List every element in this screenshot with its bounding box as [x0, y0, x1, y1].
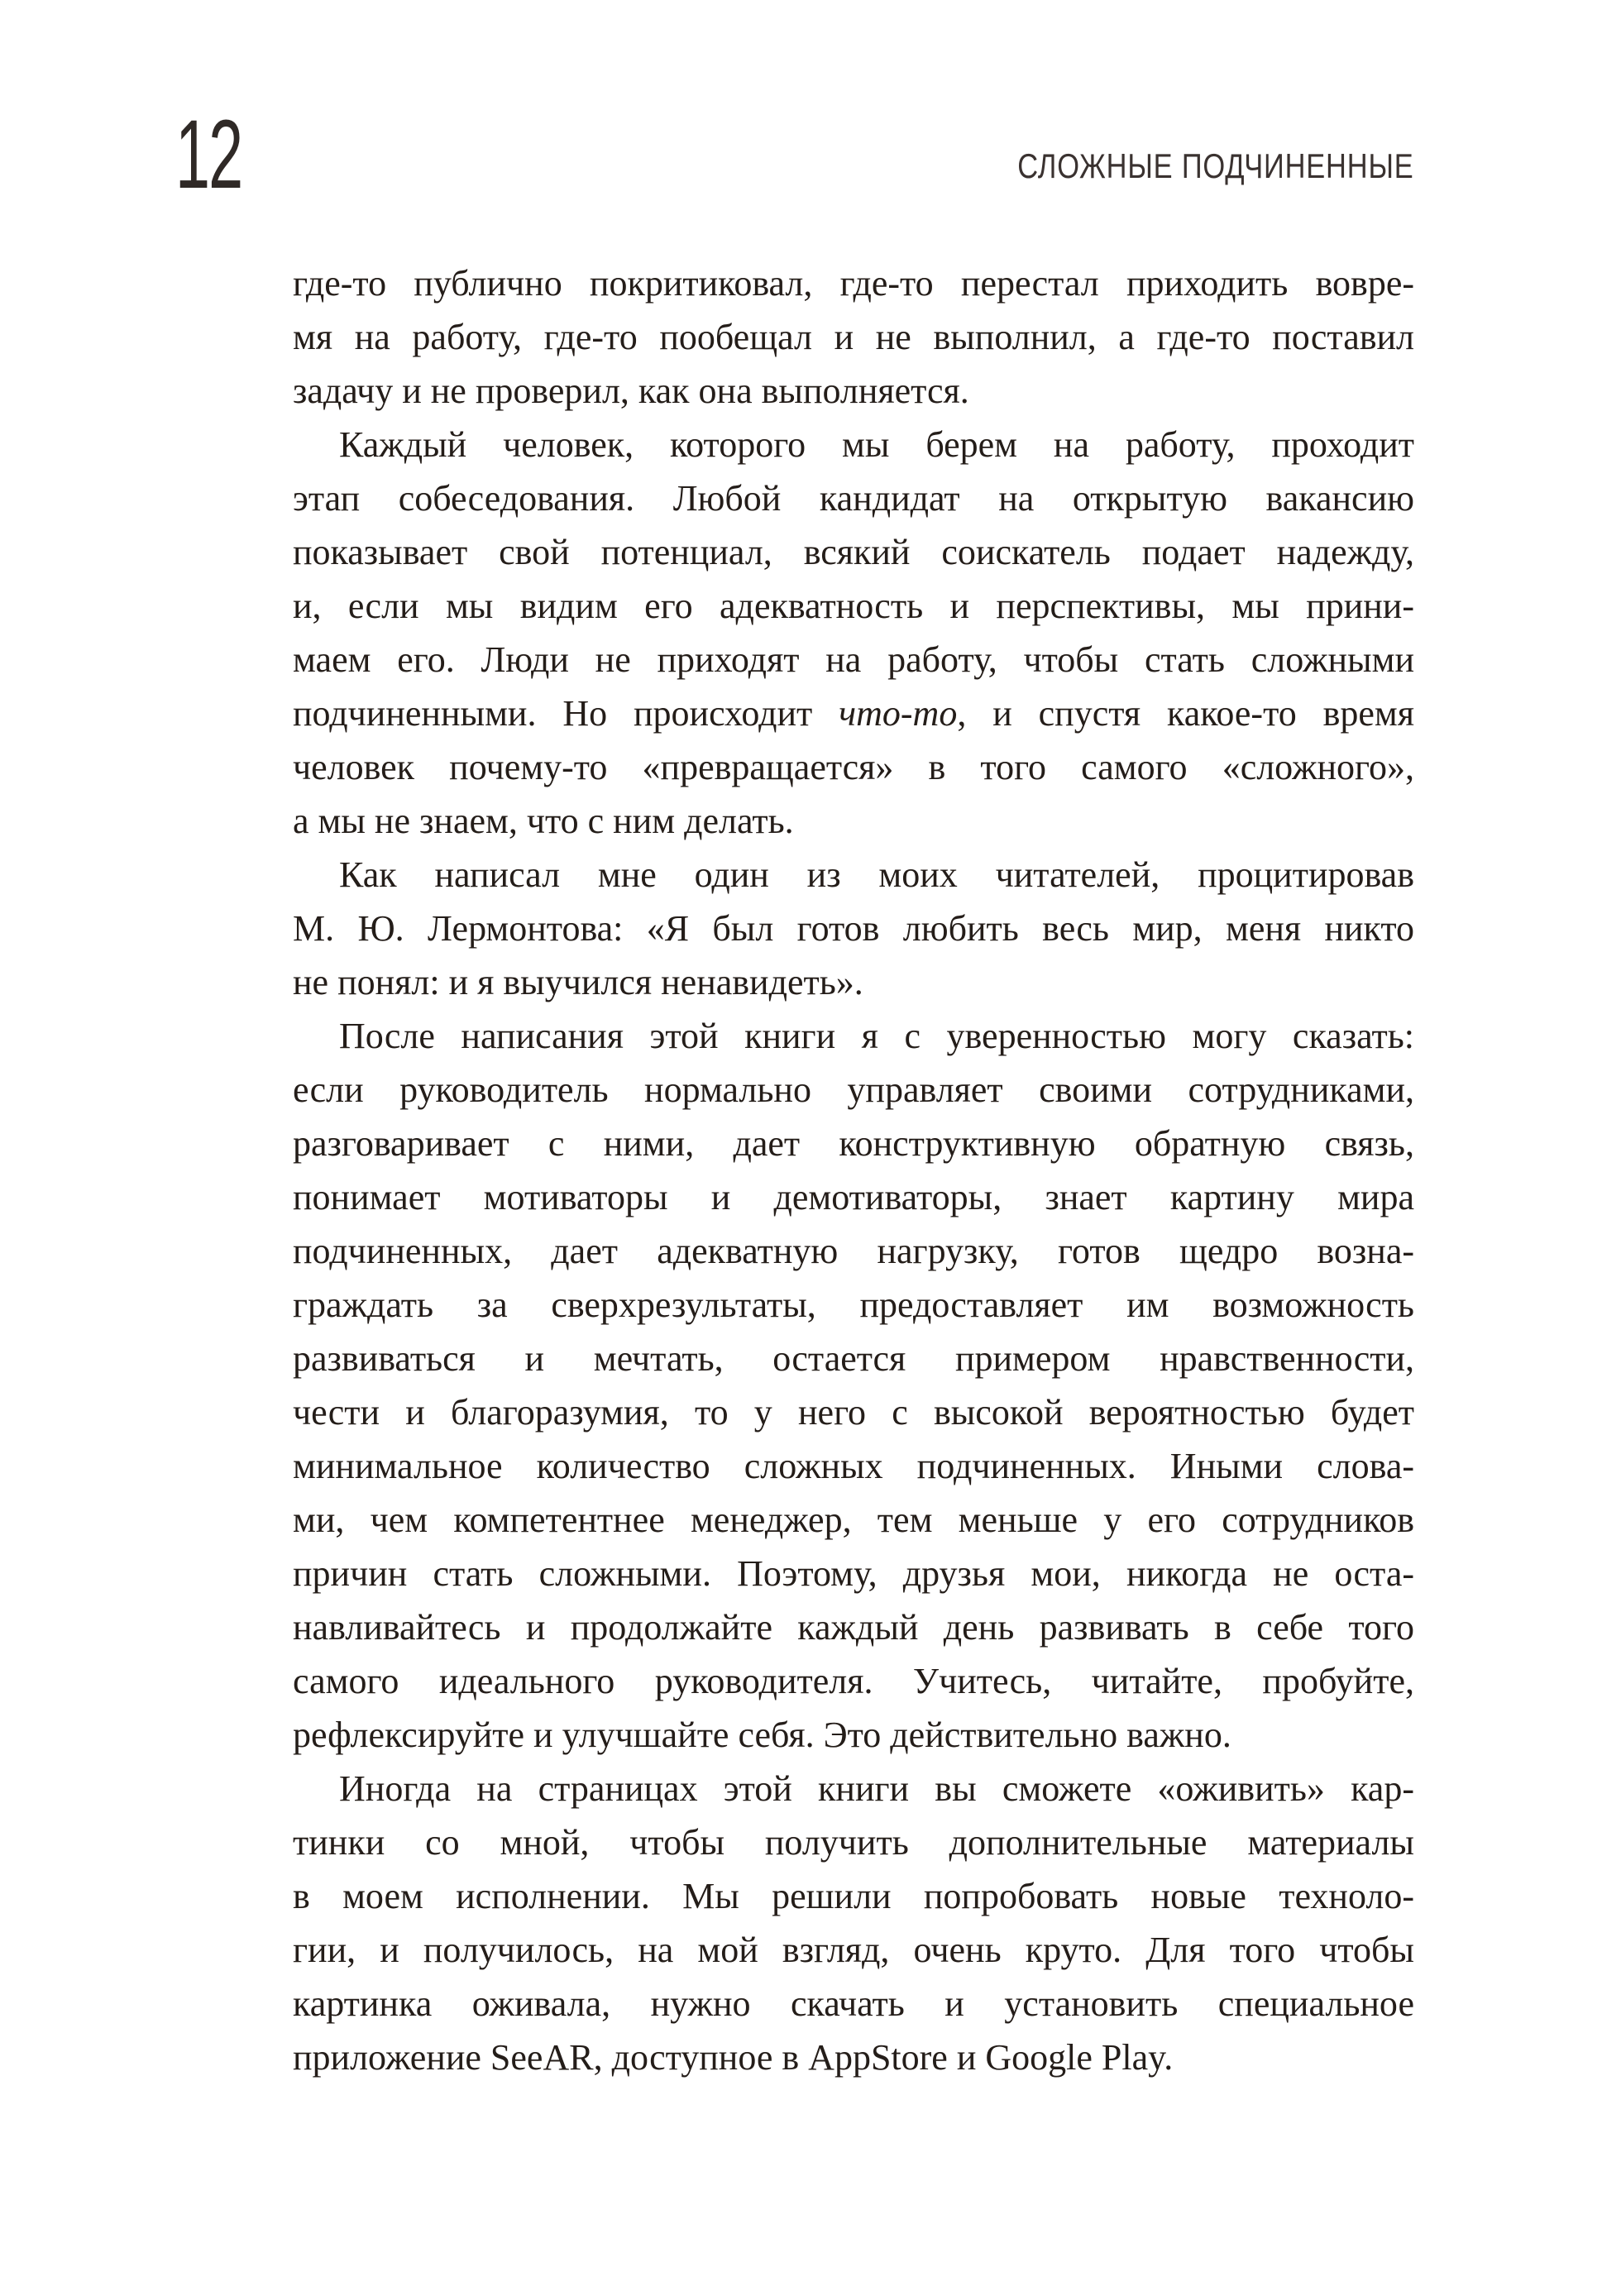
text-line [293, 1923, 1414, 1977]
text-run: развиваться и мечтать, остается примером нравственности, [293, 1338, 1414, 1379]
text-line [293, 579, 1414, 633]
text-line [293, 1009, 1414, 1063]
text-run: самого идеального руководителя. Учитесь, читайте, пробуйте, [293, 1661, 1414, 1701]
text-line [293, 1600, 1414, 1654]
text-line [293, 1493, 1414, 1547]
text-line [293, 2031, 1414, 2084]
page-number: 12 [175, 100, 242, 209]
text-run: подчиненными. Но происходит [293, 693, 839, 734]
text-run: подчиненных, дает адекватную нагрузку, готов щедро возна- [293, 1231, 1414, 1271]
text-line [293, 633, 1414, 686]
text-line [293, 1977, 1414, 2031]
text-run: приложение SeeAR, доступное в AppStore и Google Play. [293, 2037, 1174, 2078]
text-run: где-то публично покритиковал, где-то перестал приходить вовре- [293, 263, 1414, 304]
text-run: картинка оживала, нужно скачать и установить специальное [293, 1983, 1414, 2024]
text-line [293, 1332, 1414, 1385]
paragraph [293, 256, 1414, 418]
text-run: задачу и не проверил, как она выполняется. [293, 371, 969, 411]
text-run: минимальное количество сложных подчиненных. Иными слова- [293, 1446, 1414, 1486]
text-run: показывает свой потенциал, всякий соискатель подает надежду, [293, 532, 1414, 572]
text-run: если руководитель нормально управляет своими сотрудниками, [293, 1069, 1414, 1110]
text-line [293, 1439, 1414, 1493]
text-run: мя на работу, где-то пообещал и не выполнил, а где-то поставил [293, 317, 1414, 357]
text-run: Каждый человек, которого мы берем на работу, проходит [339, 424, 1414, 465]
text-line [293, 256, 1414, 310]
text-run: в моем исполнении. Мы решили попробовать новые техноло- [293, 1876, 1414, 1916]
text-line [293, 955, 1414, 1009]
text-run: рефлексируйте и улучшайте себя. Это действительно важно. [293, 1715, 1231, 1755]
text-line [293, 902, 1414, 955]
text-run: , и спустя какое-то время [957, 693, 1414, 734]
text-line [293, 1762, 1414, 1815]
text-line [293, 1117, 1414, 1170]
paragraph [293, 1009, 1414, 1762]
text-line [293, 418, 1414, 471]
text-run: гии, и получилось, на мой взгляд, очень круто. Для того чтобы [293, 1930, 1414, 1970]
text-line [293, 1278, 1414, 1332]
text-run: разговаривает с ними, дает конструктивную обратную связь, [293, 1123, 1414, 1164]
text-run: этап собеседования. Любой кандидат на открытую вакансию [293, 478, 1414, 519]
paragraph [293, 848, 1414, 1009]
text-run: понимает мотиваторы и демотиваторы, знает картину мира [293, 1177, 1414, 1217]
text-line [293, 686, 1414, 740]
running-head: СЛОЖНЫЕ ПОДЧИНЕННЫЕ [1017, 146, 1414, 185]
text-line [293, 1708, 1414, 1762]
paragraph [293, 1762, 1414, 2084]
text-run: не понял: и я выучился ненавидеть». [293, 962, 863, 1002]
text-line [293, 848, 1414, 902]
paragraph [293, 418, 1414, 848]
text-line [293, 794, 1414, 848]
text-run: М. Ю. Лермонтова: «Я был готов любить весь мир, меня никто [293, 908, 1414, 949]
text-run: тинки со мной, чтобы получить дополнительные материалы [293, 1822, 1414, 1863]
text-run: ми, чем компетентнее менеджер, тем меньше у его сотрудников [293, 1500, 1414, 1540]
text-run: Как написал мне один из моих читателей, процитировав [339, 854, 1414, 895]
text-run: чести и благоразумия, то у него с высокой вероятностью будет [293, 1392, 1414, 1433]
text-run: человек почему-то «превращается» в того самого «сложного», [293, 747, 1414, 787]
text-line [293, 740, 1414, 794]
text-line [293, 1385, 1414, 1439]
text-line [293, 1170, 1414, 1224]
text-line [293, 1815, 1414, 1869]
text-line [293, 1224, 1414, 1278]
text-line [293, 471, 1414, 525]
text-run: навливайтесь и продолжайте каждый день развивать в себе того [293, 1607, 1414, 1648]
text-run: Иногда на страницах этой книги вы сможете «оживить» кар- [339, 1768, 1414, 1809]
emphasized-text: что-то [839, 693, 958, 734]
text-line [293, 364, 1414, 418]
text-line [293, 1063, 1414, 1117]
text-line [293, 1654, 1414, 1708]
text-run: граждать за сверхрезультаты, предоставляет им возможность [293, 1284, 1414, 1325]
body-text [293, 256, 1414, 2084]
text-line [293, 525, 1414, 579]
text-run: причин стать сложными. Поэтому, друзья мои, никогда не оста- [293, 1553, 1414, 1594]
text-run: маем его. Люди не приходят на работу, чтобы стать сложными [293, 639, 1414, 680]
text-line [293, 1547, 1414, 1600]
text-run: и, если мы видим его адекватность и перспективы, мы прини- [293, 586, 1414, 626]
text-run: а мы не знаем, что с ним делать. [293, 801, 794, 841]
text-line [293, 1869, 1414, 1923]
text-line [293, 310, 1414, 364]
text-run: После написания этой книги я с уверенностью могу сказать: [339, 1016, 1414, 1056]
